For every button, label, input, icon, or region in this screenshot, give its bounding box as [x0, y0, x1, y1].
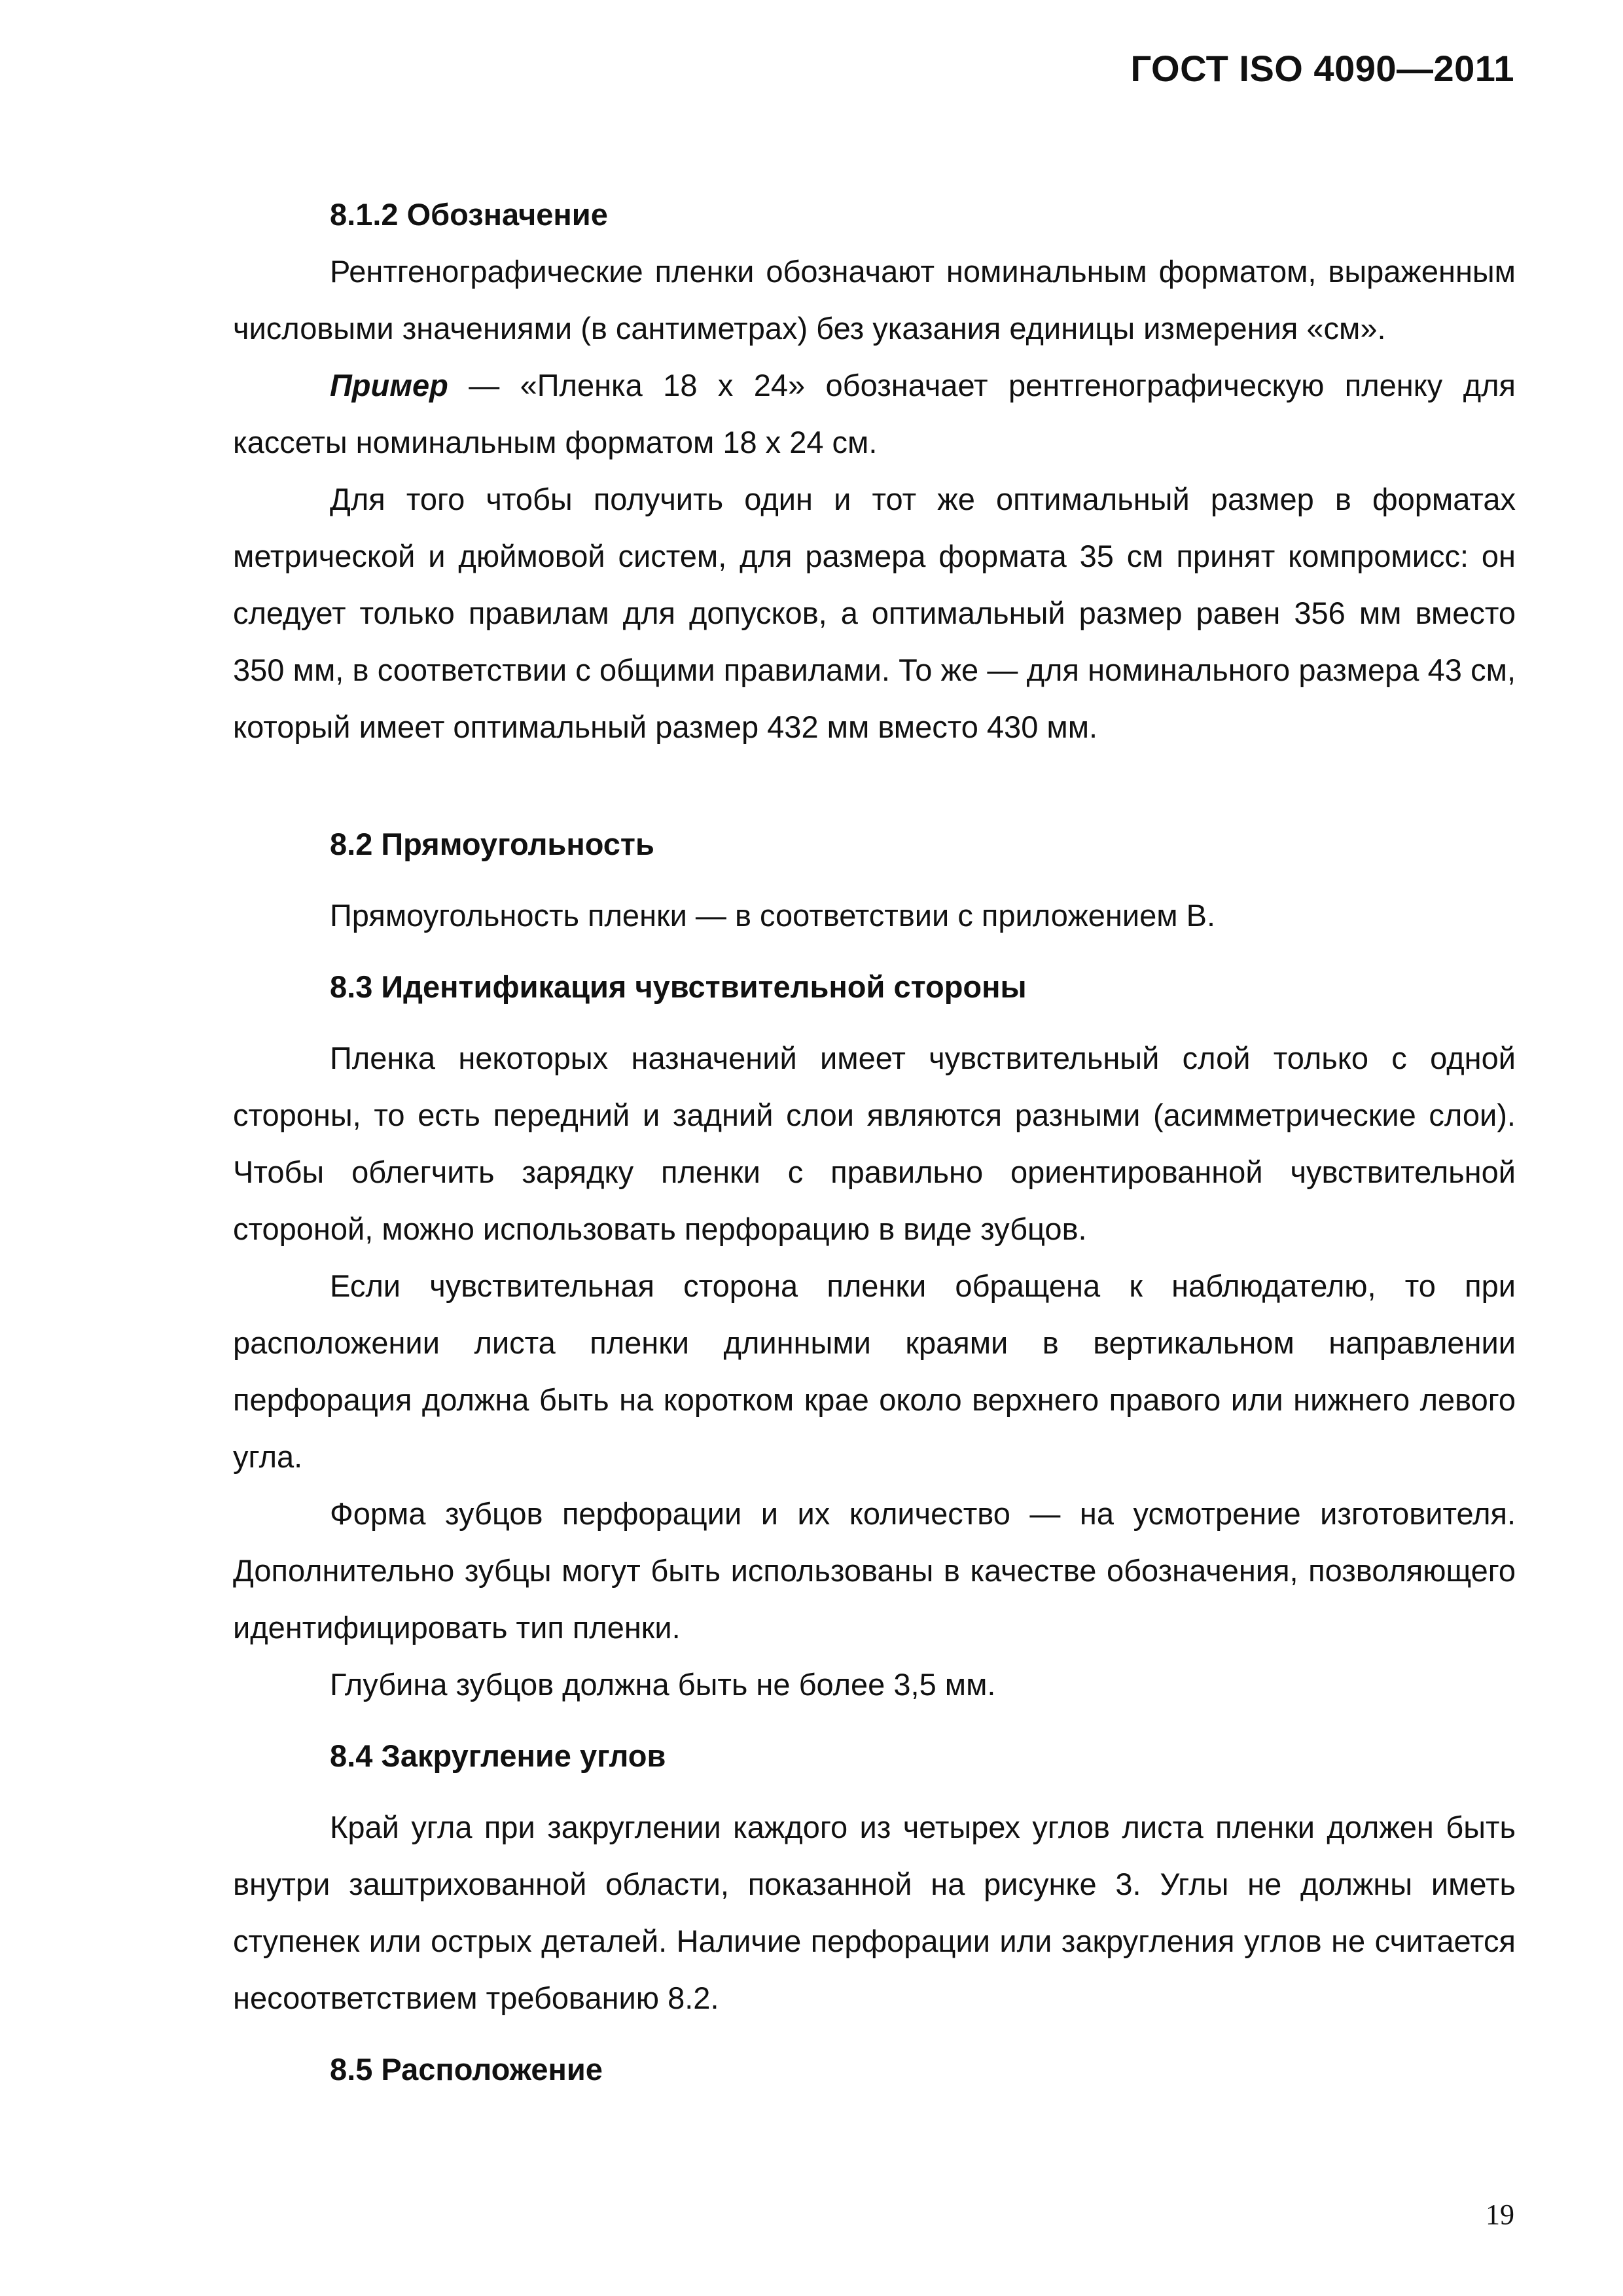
paragraph: Край угла при закруглении каждого из четырех углов листа пленки должен быть внутри заштрихованной области, показанной на рисунке 3. Углы не должны иметь ступенек или острых деталей. Наличие перфорации или закругления углов не считается несоответствием требованию 8.2. [233, 1810, 1516, 2015]
example-paragraph [233, 357, 1516, 471]
example-label: Пример [330, 368, 448, 403]
page-number: 19 [1486, 2198, 1514, 2231]
section-heading-8-1-2: 8.1.2 Обозначение [330, 197, 608, 232]
document-header: ГОСТ ISO 4090—2011 [1130, 48, 1514, 89]
paragraph: Рентгенографические пленки обозначают номинальным форматом, выраженным числовыми значениями (в сантиметрах) без указания единицы измерения «см». [233, 254, 1516, 346]
section-heading-8-2: 8.2 Прямоугольность [330, 827, 654, 861]
paragraph: Если чувствительная сторона пленки обращена к наблюдателю, то при расположении листа пленки длинными краями в вертикальном направлении перфорация должна быть на коротком крае около верхнего правого или нижнего левого угла. [233, 1268, 1516, 1474]
section-heading-8-5: 8.5 Расположение [330, 2052, 603, 2087]
page-body [233, 186, 1516, 2098]
paragraph: Форма зубцов перфорации и их количество — на усмотрение изготовителя. Дополнительно зубцы могут быть использованы в качестве обозначения, позволяющего идентифицировать тип пленки. [233, 1496, 1516, 1645]
section-heading-8-4: 8.4 Закругление углов [330, 1738, 666, 1773]
section-heading-8-3: 8.3 Идентификация чувствительной стороны [330, 969, 1027, 1004]
paragraph: Пленка некоторых назначений имеет чувствительный слой только с одной стороны, то есть передний и задний слои являются разными (асимметрические слои). Чтобы облегчить зарядку пленки с правильно ориентированной чувствительной стороной, можно использовать перфорацию в виде зубцов. [233, 1041, 1516, 1246]
paragraph: Глубина зубцов должна быть не более 3,5 мм. [330, 1667, 996, 1702]
example-text: — «Пленка 18 х 24» обозначает рентгенографическую пленку для кассеты номинальным форматом 18 х 24 см. [233, 368, 1516, 459]
paragraph: Прямоугольность пленки — в соответствии с приложением В. [330, 898, 1216, 933]
paragraph: Для того чтобы получить один и тот же оптимальный размер в форматах метрической и дюймовой систем, для размера формата 35 см принят компромисс: он следует только правилам для допусков, а оптимальный размер равен 356 мм вместо 350 мм, в соответствии с общими правилами. То же — для номинального размера 43 см, который имеет оптимальный размер 432 мм вместо 430 мм. [233, 482, 1516, 744]
